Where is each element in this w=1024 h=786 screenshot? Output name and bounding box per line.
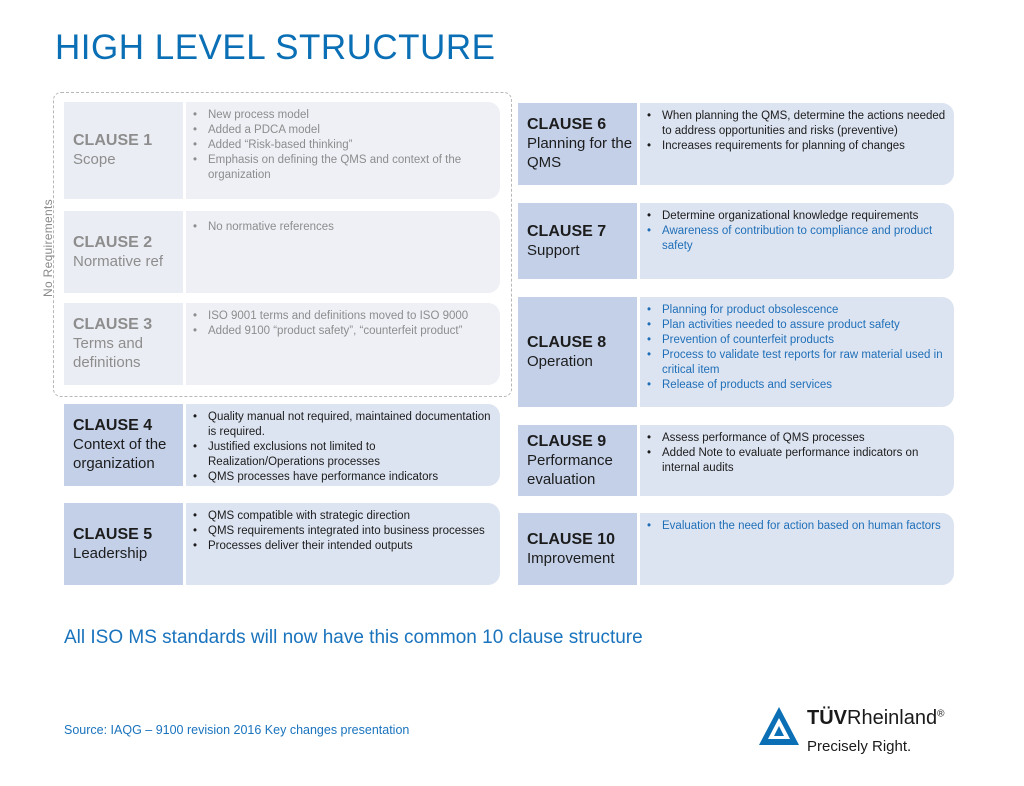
change-bullet: • Processes deliver their intended outputs <box>190 539 492 554</box>
clause-card-10 <box>518 513 954 585</box>
clause-number: CLAUSE 2 <box>73 233 153 251</box>
brand-name: TÜVRheinland® <box>807 707 945 729</box>
clause-card-7 <box>518 203 954 279</box>
clause-changes <box>186 303 500 385</box>
clause-changes <box>186 102 500 199</box>
clause-label <box>64 211 183 293</box>
clause-changes <box>186 211 500 293</box>
change-bullet: • Added “Risk-based thinking” <box>190 138 492 153</box>
change-bullet: • QMS processes have performance indicators <box>190 470 492 485</box>
clause-label <box>518 425 637 496</box>
clause-number: CLAUSE 8 <box>527 333 607 351</box>
clause-name: Performance evaluation <box>527 451 613 488</box>
clause-changes <box>640 203 954 279</box>
clause-name: Leadership <box>73 544 148 562</box>
change-bullet: • Added 9100 “product safety”, “counterfeit product” <box>190 324 492 339</box>
tagline: All ISO MS standards will now have this common 10 clause structure <box>64 627 643 648</box>
clause-card-4 <box>64 404 500 486</box>
clause-changes <box>186 503 500 585</box>
change-bullet: • Emphasis on defining the QMS and context of the organization <box>190 153 492 183</box>
no-requirements-label: No Requirements <box>41 199 55 297</box>
change-bullet: • New process model <box>190 108 492 123</box>
brand-slogan: Precisely Right. <box>807 738 912 755</box>
clause-changes <box>186 404 500 486</box>
clause-label <box>64 404 183 486</box>
clause-label <box>64 503 183 585</box>
clause-changes <box>640 425 954 496</box>
clause-number: CLAUSE 9 <box>527 432 607 450</box>
change-bullet-highlight: • Prevention of counterfeit products <box>644 333 946 348</box>
clause-card-3 <box>64 303 500 385</box>
clause-number: CLAUSE 4 <box>73 417 153 435</box>
clause-changes <box>640 513 954 585</box>
change-bullet: • Added Note to evaluate performance indicators on internal audits <box>644 446 946 476</box>
clause-card-2 <box>64 211 500 293</box>
triangle-logo-icon <box>757 705 801 749</box>
change-bullet-highlight: • Awareness of contribution to compliance and product safety <box>644 224 946 254</box>
clause-label <box>518 297 637 407</box>
clause-number: CLAUSE 3 <box>73 316 153 334</box>
change-bullet: • Determine organizational knowledge requirements <box>644 209 946 224</box>
clause-name: Operation <box>527 352 593 370</box>
change-bullet: • No normative references <box>190 220 492 235</box>
source-note: Source: IAQG – 9100 revision 2016 Key changes presentation <box>64 723 410 737</box>
clause-label <box>64 303 183 385</box>
clause-number: CLAUSE 5 <box>73 525 153 543</box>
tuv-rheinland-logo <box>757 705 987 775</box>
clause-label <box>518 513 637 585</box>
change-bullet: • QMS requirements integrated into business processes <box>190 524 492 539</box>
clause-card-6 <box>518 103 954 185</box>
clause-label <box>64 102 183 199</box>
clause-name: Context of the organization <box>73 436 167 472</box>
change-bullet: • When planning the QMS, determine the actions needed to address opportunities and risks (preventive) <box>644 109 946 139</box>
change-bullet: • Added a PDCA model <box>190 123 492 138</box>
clause-number: CLAUSE 10 <box>527 530 616 548</box>
clause-name: Improvement <box>527 549 615 567</box>
clause-card-1 <box>64 102 500 199</box>
change-bullet: • Increases requirements for planning of changes <box>644 139 946 154</box>
change-bullet: • QMS compatible with strategic direction <box>190 509 492 524</box>
clause-changes <box>640 297 954 407</box>
clause-number: CLAUSE 6 <box>527 116 607 134</box>
clause-number: CLAUSE 1 <box>73 132 153 150</box>
page-title: HIGH LEVEL STRUCTURE <box>55 28 496 67</box>
clause-card-8 <box>518 297 954 407</box>
change-bullet: • Assess performance of QMS processes <box>644 431 946 446</box>
clause-name: Normative ref <box>73 252 164 270</box>
clause-name: Scope <box>73 151 116 169</box>
change-bullet-highlight: • Planning for product obsolescence <box>644 303 946 318</box>
clause-label <box>518 203 637 279</box>
clause-label <box>518 103 637 185</box>
change-bullet: • Quality manual not required, maintained documentation is required. <box>190 410 492 440</box>
clause-card-5 <box>64 503 500 585</box>
change-bullet-highlight: • Evaluation the need for action based on human factors <box>644 519 946 534</box>
change-bullet: • ISO 9001 terms and definitions moved to ISO 9000 <box>190 309 492 324</box>
clause-changes <box>640 103 954 185</box>
clause-card-9 <box>518 425 954 496</box>
clause-name: Planning for the QMS <box>527 135 633 171</box>
change-bullet-highlight: • Release of products and services <box>644 378 946 393</box>
change-bullet: • Justified exclusions not limited to Realization/Operations processes <box>190 440 492 470</box>
clause-name: Support <box>527 241 580 259</box>
change-bullet-highlight: • Process to validate test reports for raw material used in critical item <box>644 348 946 378</box>
clause-name: Terms and definitions <box>73 335 144 371</box>
clause-number: CLAUSE 7 <box>527 222 607 240</box>
change-bullet-highlight: • Plan activities needed to assure product safety <box>644 318 946 333</box>
